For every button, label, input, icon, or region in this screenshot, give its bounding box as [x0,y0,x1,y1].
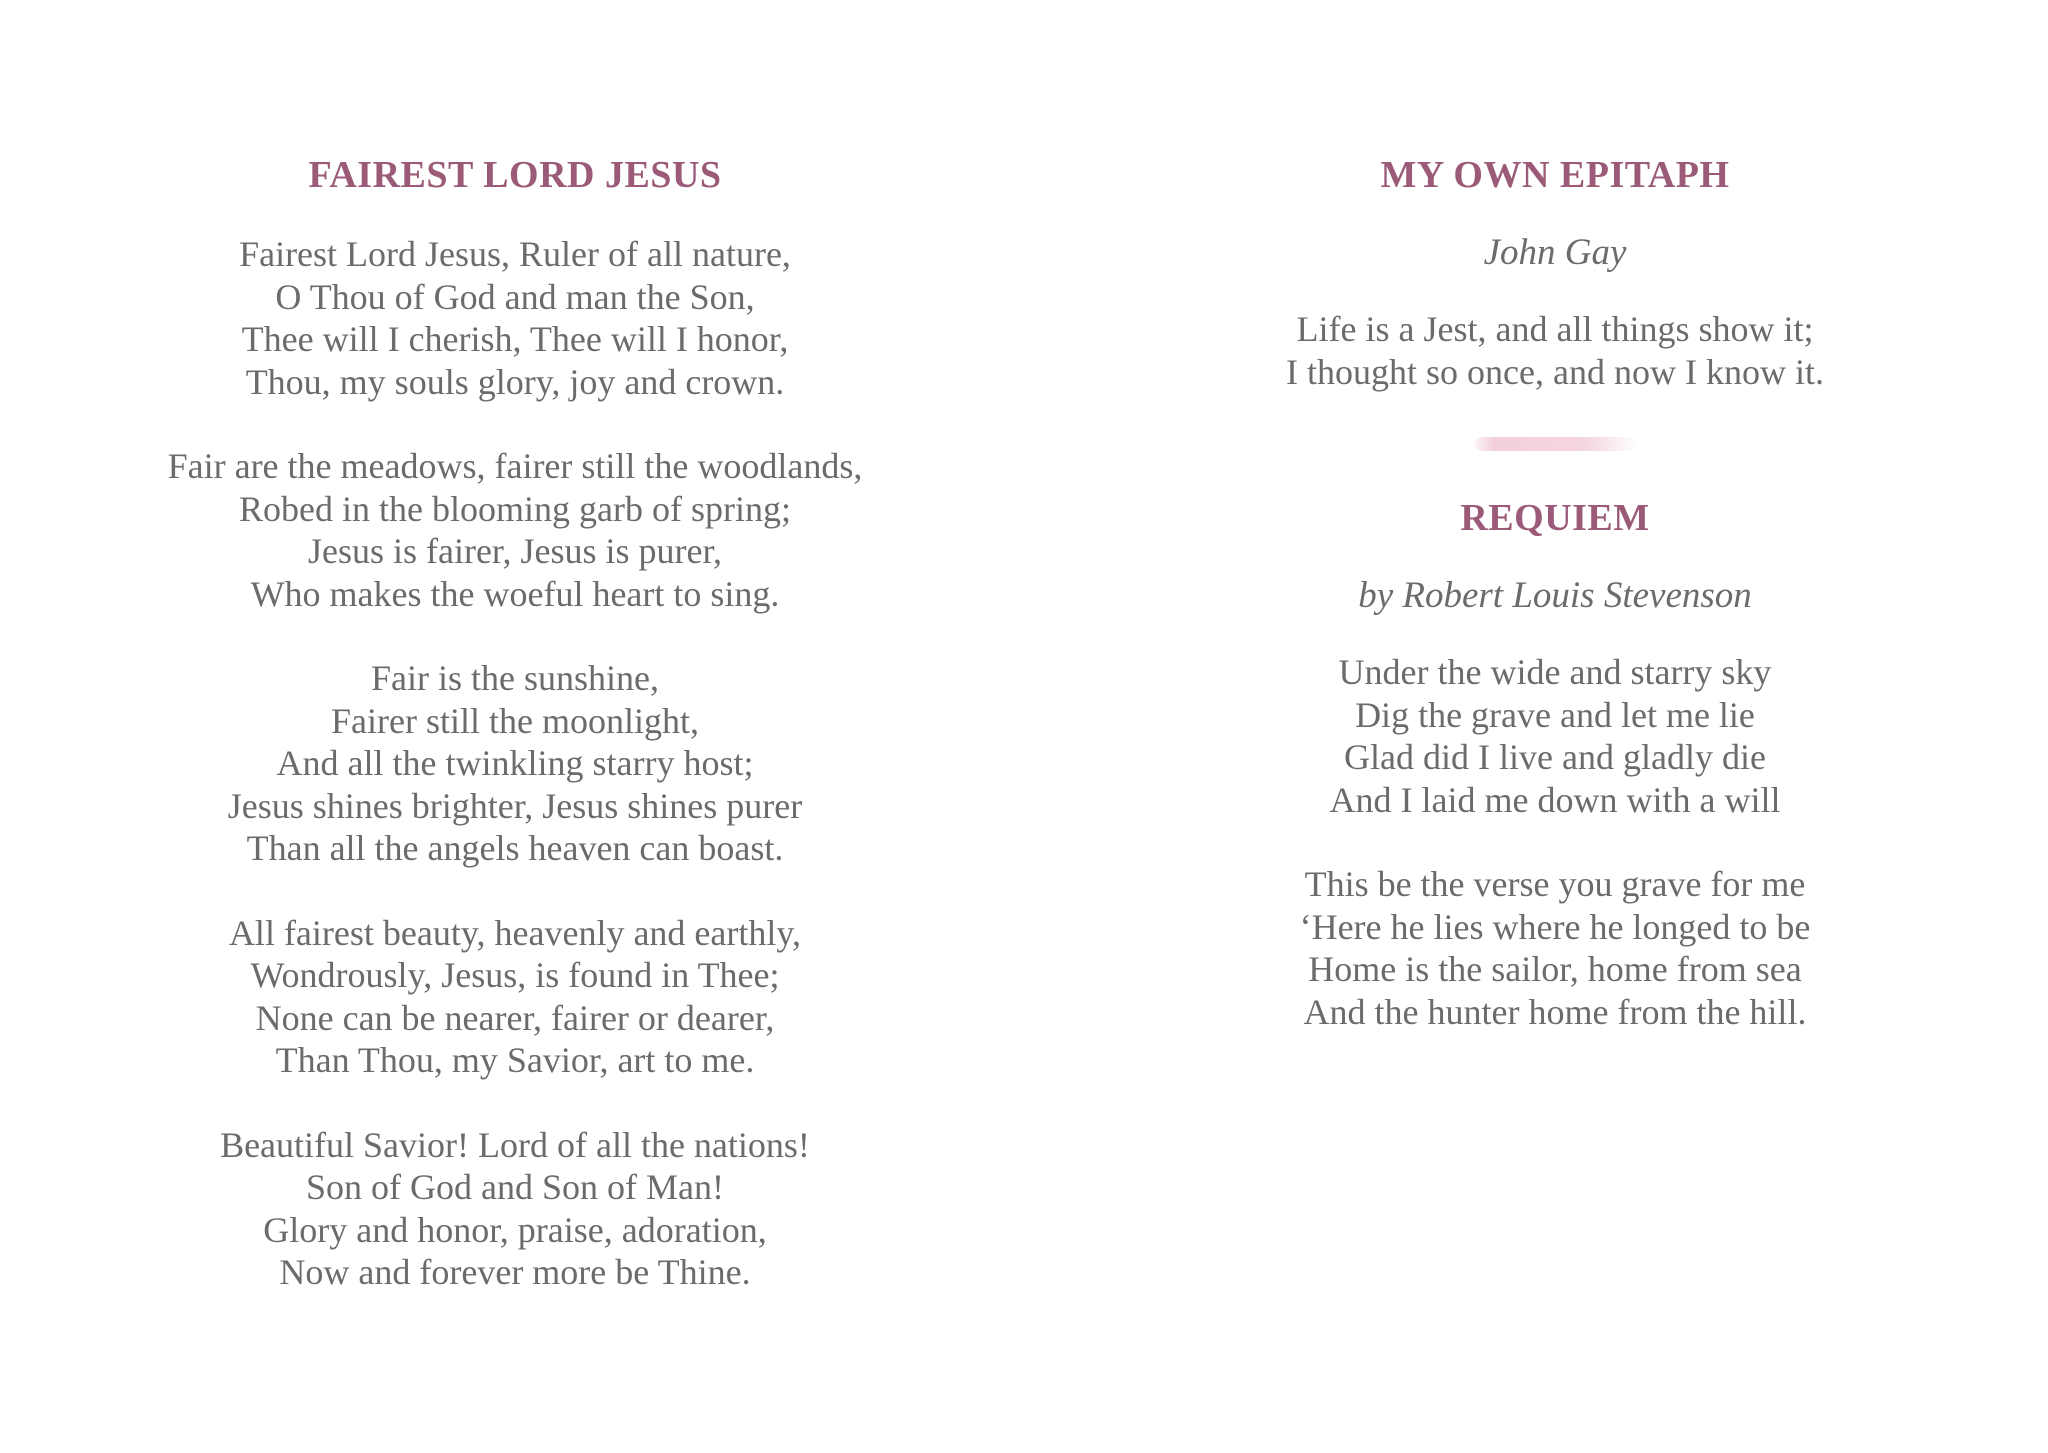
poem-line: Than Thou, my Savior, art to me. [275,1040,755,1080]
poem-line: And I laid me down with a will [1329,779,1781,820]
poem-line: Son of God and Son of Man! [306,1167,724,1207]
poem-author: by Robert Louis Stevenson [1358,575,1752,616]
poem-body [40,233,990,1294]
poem-line: Beautiful Savior! Lord of all the nations! [220,1124,810,1165]
poem-line: I thought so once, and now I know it. [1286,351,1824,392]
poem-line: Who makes the woeful heart to sing. [250,573,780,614]
poem-line: Fairest Lord Jesus, Ruler of all nature, [239,234,791,274]
poem-line: Wondrously, Jesus, is found in Thee; [250,955,780,995]
stanza [1130,651,1980,821]
stanza [40,233,990,403]
poem-line: Jesus is fairer, Jesus is purer, [307,531,723,571]
poem-line: Now and forever more be Thine. [279,1252,751,1292]
poem-line: Robed in the blooming garb of spring; [239,488,791,529]
stanza [40,912,990,1082]
poem-line: Dig the grave and let me lie [1355,694,1755,735]
right-column [1130,150,1980,1075]
stanza [1130,308,1980,393]
poem-line: Home is the sailor, home from sea [1308,949,1802,989]
poem-line: Fair is the sunshine, [371,658,659,698]
poem-line: Fair are the meadows, fairer still the woodlands, [167,446,863,486]
poem-line: And the hunter home from the hill. [1303,991,1807,1032]
poem-line: O Thou of God and man the Son, [275,276,755,317]
poem-title: REQUIEM [1460,497,1650,539]
poem-line: Glad did I live and gladly die [1344,737,1766,777]
brush-divider [1475,437,1635,451]
poem-author: John Gay [1483,232,1627,273]
poem-line: Fairer still the moonlight, [331,700,699,741]
poem-line: Jesus shines brighter, Jesus shines purer [227,785,803,826]
stanza [40,1124,990,1294]
poem-line: Glory and honor, praise, adoration, [263,1209,767,1250]
poem-title: FAIREST LORD JESUS [308,154,722,196]
poem-body [1130,651,1980,1033]
poem-line: Thee will I cherish, Thee will I honor, [241,319,789,359]
poem-line: All fairest beauty, heavenly and earthly, [228,912,802,953]
poem-line: Life is a Jest, and all things show it; [1296,309,1814,349]
poem-line: ‘Here he lies where he longed to be [1299,906,1811,947]
poem-line: Than all the angels heaven can boast. [246,828,784,868]
left-column [40,150,990,1336]
poem-line: This be the verse you grave for me [1304,864,1806,904]
poem-line: And all the twinkling starry host; [276,743,754,783]
poem-body [1130,308,1980,393]
poem-line: None can be nearer, fairer or dearer, [255,997,775,1038]
stanza [40,657,990,870]
stanza [1130,863,1980,1033]
poem-line: Under the wide and starry sky [1338,652,1772,692]
stanza [40,445,990,615]
poem-line: Thou, my souls glory, joy and crown. [245,361,785,402]
poem-title: MY OWN EPITAPH [1380,154,1730,196]
